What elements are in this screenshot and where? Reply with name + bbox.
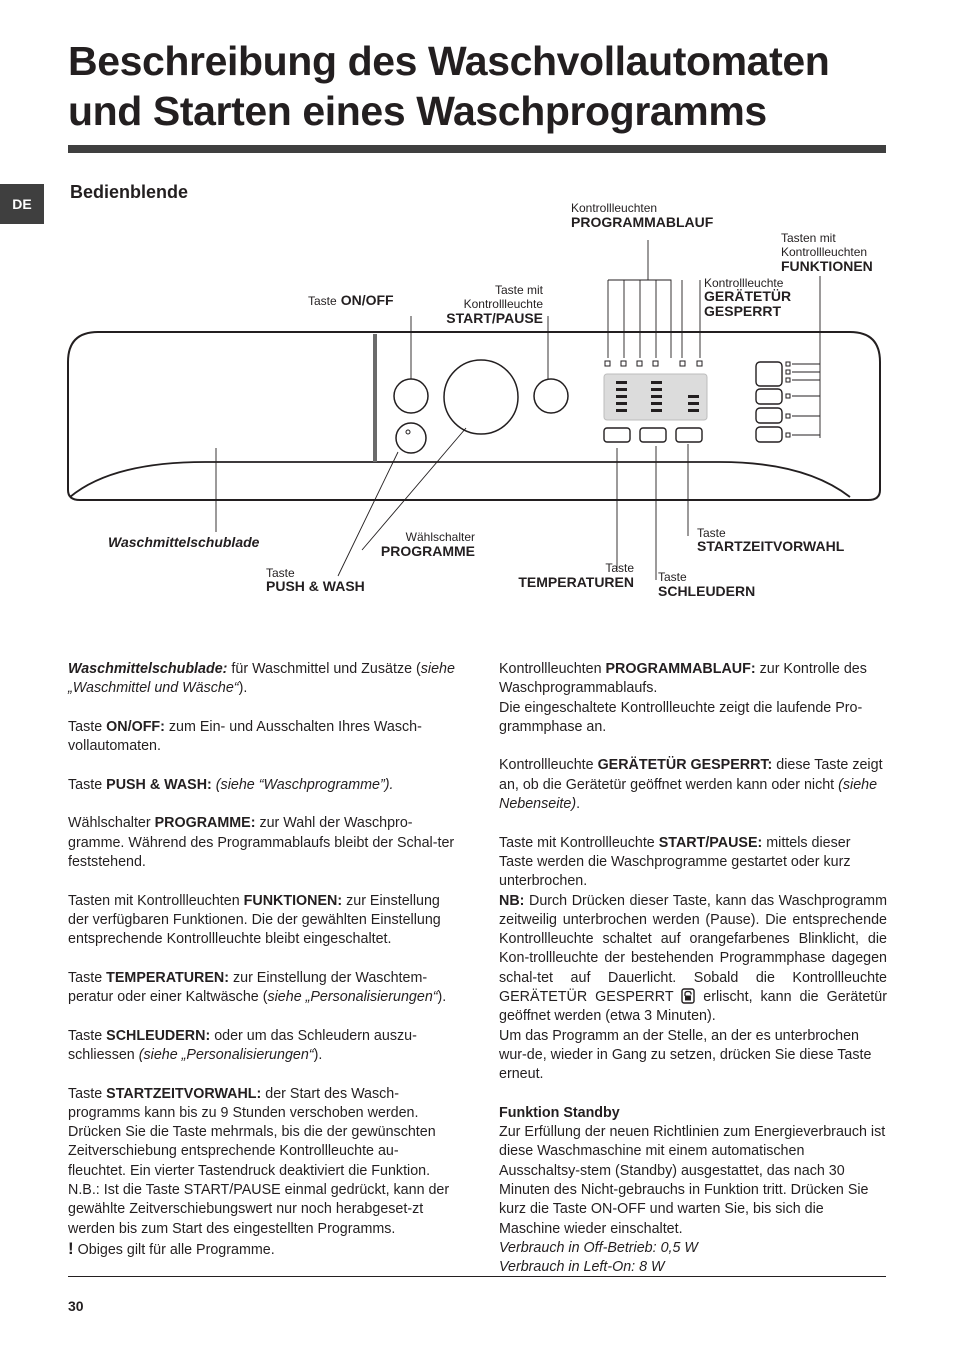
- label-programmablauf-small: Kontrollleuchten: [571, 201, 658, 215]
- label-programme-small: Wählschalter: [405, 530, 475, 544]
- label-programmablauf: PROGRAMMABLAUF: [571, 214, 714, 230]
- control-panel-diagram: [0, 190, 954, 610]
- title-divider: [68, 145, 886, 153]
- program-selector-knob: [444, 360, 518, 434]
- label-geraetetuer-2: GESPERRT: [704, 303, 782, 319]
- panel-curve: [70, 462, 850, 497]
- label-pushwash: PUSH & WASH: [266, 578, 365, 594]
- label-startpause: START/PAUSE: [446, 310, 543, 326]
- function-leds: [786, 362, 790, 437]
- paragraph-programmablauf: Kontrollleuchten PROGRAMMABLAUF: zur Kontrolle des Waschprogrammablaufs. Die eingeschaltete Kontrollleuchte zeigt die laufende Pro-grammphase an.: [499, 661, 867, 735]
- onoff-button-shape: [394, 379, 428, 413]
- label-temperaturen-small: Taste: [605, 561, 634, 575]
- function-buttons: [756, 362, 782, 442]
- paragraph-resume: Um das Programm an der Stelle, an der es unterbrochen wur-de, wieder in Gang zu setzen, drücken Sie diese Taste erneut.: [499, 1027, 872, 1083]
- pushwash-button-shape: [396, 423, 426, 453]
- page-title: [68, 36, 908, 136]
- label-funktionen-small-2: Kontrollleuchten: [781, 245, 868, 259]
- paragraph-onoff: Taste ON/OFF: zum Ein- und Ausschalten Ihres Wasch-vollautomaten.: [68, 718, 422, 755]
- label-funktionen: FUNKTIONEN: [781, 258, 873, 274]
- paragraph-pushwash: Taste PUSH & WASH: (siehe “Waschprogramme”).: [68, 776, 394, 793]
- label-temperaturen: TEMPERATUREN: [518, 574, 634, 590]
- section-heading: Bedienblende: [70, 182, 189, 202]
- phase-leds: [605, 361, 702, 366]
- page-title-line-2: und Starten eines Waschprogramms: [68, 88, 767, 134]
- label-onoff: Taste ON/OFF: [308, 292, 394, 308]
- warning-icon: !: [68, 1238, 74, 1258]
- right-column: [499, 660, 887, 1278]
- label-geraetetuer-1: GERÄTETÜR: [704, 288, 792, 304]
- standby-section: [499, 1104, 887, 1278]
- label-geraetetuer-small: Kontrollleuchte: [704, 276, 784, 290]
- paragraph-waschmittelschublade: Waschmittelschublade: für Waschmittel und Zusätze (siehe „Waschmittel und Wäsche“).: [68, 661, 455, 697]
- label-funktionen-small-1: Tasten mit: [781, 231, 836, 245]
- paragraph-funktionen: Tasten mit Kontrollleuchten FUNKTIONEN: zur Einstellung der verfügbaren Funktionen. Die der gewählten Einstellung entsprechende Kontrollleuchte bleibt eingeschaltet.: [68, 892, 441, 948]
- label-programme: PROGRAMME: [380, 543, 475, 559]
- standby-consumption-lefton: Verbrauch in Left-On: 8 W: [499, 1259, 665, 1276]
- paragraph-temperaturen: Taste TEMPERATUREN: zur Einstellung der Waschtem-peratur oder einer Kaltwäsche (siehe „Personalisierungen“).: [68, 969, 447, 1006]
- label-startpause-small-2: Kontrollleuchte: [463, 297, 543, 311]
- lock-icon: [681, 988, 695, 1004]
- option-buttons: [604, 428, 702, 442]
- paragraph-geraetetuer: Kontrollleuchte GERÄTETÜR GESPERRT: diese Taste zeigt an, ob die Gerätetür geöffnet werden kann oder nicht (siehe Nebenseite).: [499, 757, 883, 813]
- label-startpause-small-1: Taste mit: [494, 283, 543, 297]
- paragraph-note: ! Obiges gilt für alle Programme.: [68, 1238, 275, 1258]
- label-startzeitvorwahl: STARTZEITVORWAHL: [697, 538, 845, 554]
- left-column: [68, 660, 456, 1260]
- page-number: 30: [68, 1298, 84, 1314]
- paragraph-startzeitvorwahl: Taste STARTZEITVORWAHL: der Start des Wasch-programms kann bis zu 9 Stunden verschoben werden. Drücken Sie die Taste mehrmals, bis die der gewünschten Zeitverschiebung entsprechende Kontrollleuchte au-fleuchtet. Ein vierter Tastendruck deaktiviert die Funktion. N.B.: Ist die Taste START/PAUSE einmal gedrückt, kann der gewählte Zeitverschiebungswert nur noch herabgeset-zt werden bis zum Start des eingestellten Programms.: [68, 1085, 450, 1237]
- label-startzeitvorwahl-small: Taste: [697, 526, 726, 540]
- label-schleudern: SCHLEUDERN: [658, 583, 756, 599]
- page-title-line-1: Beschreibung des Waschvollautomaten: [68, 38, 830, 84]
- standby-consumption-off: Verbrauch in Off-Betrieb: 0,5 W: [499, 1239, 698, 1256]
- label-schleudern-small: Taste: [658, 570, 687, 584]
- label-waschmittelschublade: Waschmittelschublade: [108, 534, 260, 550]
- paragraph-schleudern: Taste SCHLEUDERN: oder um das Schleudern auszu-schliessen (siehe „Personalisierungen“).: [68, 1027, 417, 1063]
- standby-text: Zur Erfüllung der neuen Richtlinien zum Energieverbrauch ist diese Waschmaschine mit einem automatischen Ausschaltsy-stem (Standby) ausgestattet, das nach 30 Minuten des Nicht-gebrauchs in Funktion tritt. Drücken Sie kurz die Taste ON-OFF und warten Sie, bis sich die Maschine wieder einschaltet.: [499, 1124, 886, 1237]
- footer-divider: [68, 1276, 886, 1277]
- language-tab: DE: [0, 184, 44, 224]
- paragraph-nb: NB: Durch Drücken dieser Taste, kann das Waschprogramm zeitweilig unterbrochen werden (Pause). Die entsprechende Kontrollleuchte schaltet auf orangefarbenes Blinklicht, die Kon-trollleuchte der bestehenden Programmphase dagegen schal-tet auf Dauerlicht. Sobald die Kontrollleuchte GERÄTETÜR GESPERRT erlischt, kann die Gerätetür geöffnet werden (etwa 3 Minuten).: [499, 892, 887, 1025]
- startpause-button-shape: [534, 379, 568, 413]
- paragraph-startpause: Taste mit Kontrollleuchte START/PAUSE: mittels dieser Taste werden die Waschprogramme gestartet oder kurz unterbrochen.: [499, 834, 851, 890]
- paragraph-programme: Wählschalter PROGRAMME: zur Wahl der Waschpro-gramme. Während des Programmablaufs bleibt der Schal-ter feststehend.: [68, 815, 455, 870]
- standby-heading: Funktion Standby: [499, 1104, 620, 1121]
- label-pushwash-small: Taste: [266, 566, 295, 580]
